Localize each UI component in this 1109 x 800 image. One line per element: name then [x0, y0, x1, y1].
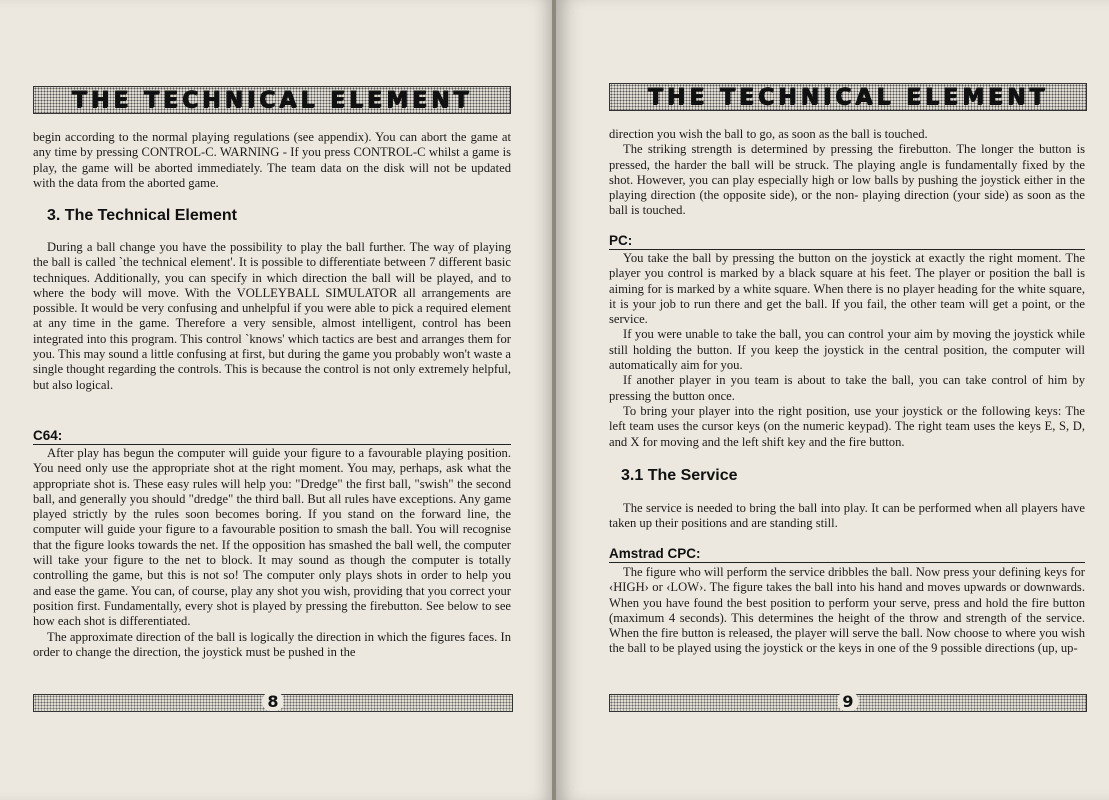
left-page-banner: [33, 86, 511, 114]
left-page: [0, 0, 553, 800]
pc-paragraph-1: You take the ball by pressing the button on the joystick at exactly the right moment. The player you control is marked by a black square at his feet. The player or position the ball is aiming for is marked by a white square. When there is no player heading for the white square, it is your job to run there and get the ball. If you fail, the other team will get a point, or the service.: [609, 251, 1085, 327]
amstrad-cpc-heading: Amstrad CPC:: [609, 546, 1085, 563]
left-banner-title: THE TECHNICAL ELEMENT: [71, 87, 473, 113]
c64-heading: C64:: [33, 428, 511, 445]
right-intro-paragraph: The striking strength is determined by pressing the firebutton. The longer the button is pressed, the harder the ball will be struck. The playing angle is fundamentally fixed by the shot. However, you can play especially high or low balls by pushing the joystick either in the playing direction (the opposite side), or the non- playing direction (your side) as soon as the ball is touched.: [609, 142, 1085, 218]
amstrad-paragraph: The figure who will perform the service dribbles the ball. Now press your defining keys for ‹HIGH› or ‹LOW›. The figure takes the ball into his hand and moves upwards or downwards. When you have found the best position to perform your serve, press and hold the fire button (maximum 4 seconds). This determines the height of the throw and strength of the service. When the fire button is released, the player will serve the ball. Now choose to where you wish the ball to be played using the joystick or the keys in one of the 9 possible directions (up, up-: [609, 565, 1085, 656]
service-paragraph: The service is needed to bring the ball into play. It can be performed when all players have taken up their positions and are standing still.: [609, 501, 1085, 531]
right-footer-bar: [609, 694, 1087, 712]
pc-paragraph-4: To bring your player into the right position, use your joystick or the following keys: The left team uses the cursor keys (on the numeric keypad). The right team uses the keys E, S, D, and X for moving and the left shift key and the fire button.: [609, 403, 1085, 449]
pc-heading: PC:: [609, 233, 1085, 250]
left-section-paragraph: During a ball change you have the possibility to play the ball further. The way of playing the ball is called `the technical element'. It is possible to differentiate between 7 different basic techniques. Additionally, you can specify in which direction the ball will be played, and to where the body will move. With the VOLLEYBALL SIMULATOR all arrangements are possible. It would be very confusing and unhelpful if you were able to pick a required element at any time in the game. Therefore a very sensible, almost intelligent, control has been integrated into this program. This control `knows' which tactics are best and arranges them for you. This may sound a little confusing at first, but during the game you probably won't waste a single thought regarding the controls. This is because the control is not only extremely helpful, but also logical.: [33, 240, 511, 392]
right-banner-title: THE TECHNICAL ELEMENT: [647, 84, 1049, 110]
page-number-9: 9: [837, 692, 858, 711]
c64-paragraph-2: The approximate direction of the ball is logically the direction in which the figures faces. In order to change the direction, the joystick must be pushed in the: [33, 629, 511, 659]
left-footer-bar: [33, 694, 513, 712]
right-intro-line: direction you wish the ball to go, as soon as the ball is touched.: [609, 127, 928, 141]
right-intro-paragraphs: [609, 127, 1085, 219]
left-intro-paragraph: begin according to the normal playing regulations (see appendix). You can abort the game at any time by pressing CONTROL-C. WARNING - If you press CONTROL-C whilst a game is play, the game will be aborted immediately. The team data on the disk will not be updated with the data from the aborted game.: [33, 130, 511, 190]
right-page: [556, 0, 1109, 800]
c64-paragraphs: [33, 446, 511, 660]
page-number-8: 8: [262, 692, 283, 711]
c64-paragraph-1: After play has begun the computer will guide your figure to a favourable playing position. You need only use the appropriate shot at the right moment. You may, perhaps, ask what the appropriate shot is. These easy rules will help you: "Dredge" the first ball, "swish" the second ball, and generally you should "dredge" the third ball. But all rules have exceptions. Any game played strictly by the rules soon becomes boring. If you stand on the forward line, the computer will guide your figure to a favourable position to smash the ball. You will recognise that the figure looks towards the net. If the opposition has smashed the ball well, the computer will take your figure to the net to block. It may sound as though the computer is totally controlling the game, but this is not so! The computer only plays shots in order to help you and ease the game. You can, of course, play any shot you wish, providing that you correct your position first. Fundamentally, every shot is played by pressing the firebutton. See below to see how each shot is differentiated.: [33, 446, 511, 629]
pc-paragraph-3: If another player in you team is about to take the ball, you can take control of him by pressing the button once.: [609, 373, 1085, 403]
pc-paragraph-2: If you were unable to take the ball, you can control your aim by moving the joystick while still holding the button. If you keep the joystick in the central position, the computer will automatically aim for you.: [609, 327, 1085, 373]
section-title-technical-element: 3. The Technical Element: [47, 207, 237, 224]
right-page-banner: [609, 83, 1087, 111]
pc-paragraphs: [609, 251, 1085, 450]
section-title-service: 3.1 The Service: [621, 467, 738, 484]
